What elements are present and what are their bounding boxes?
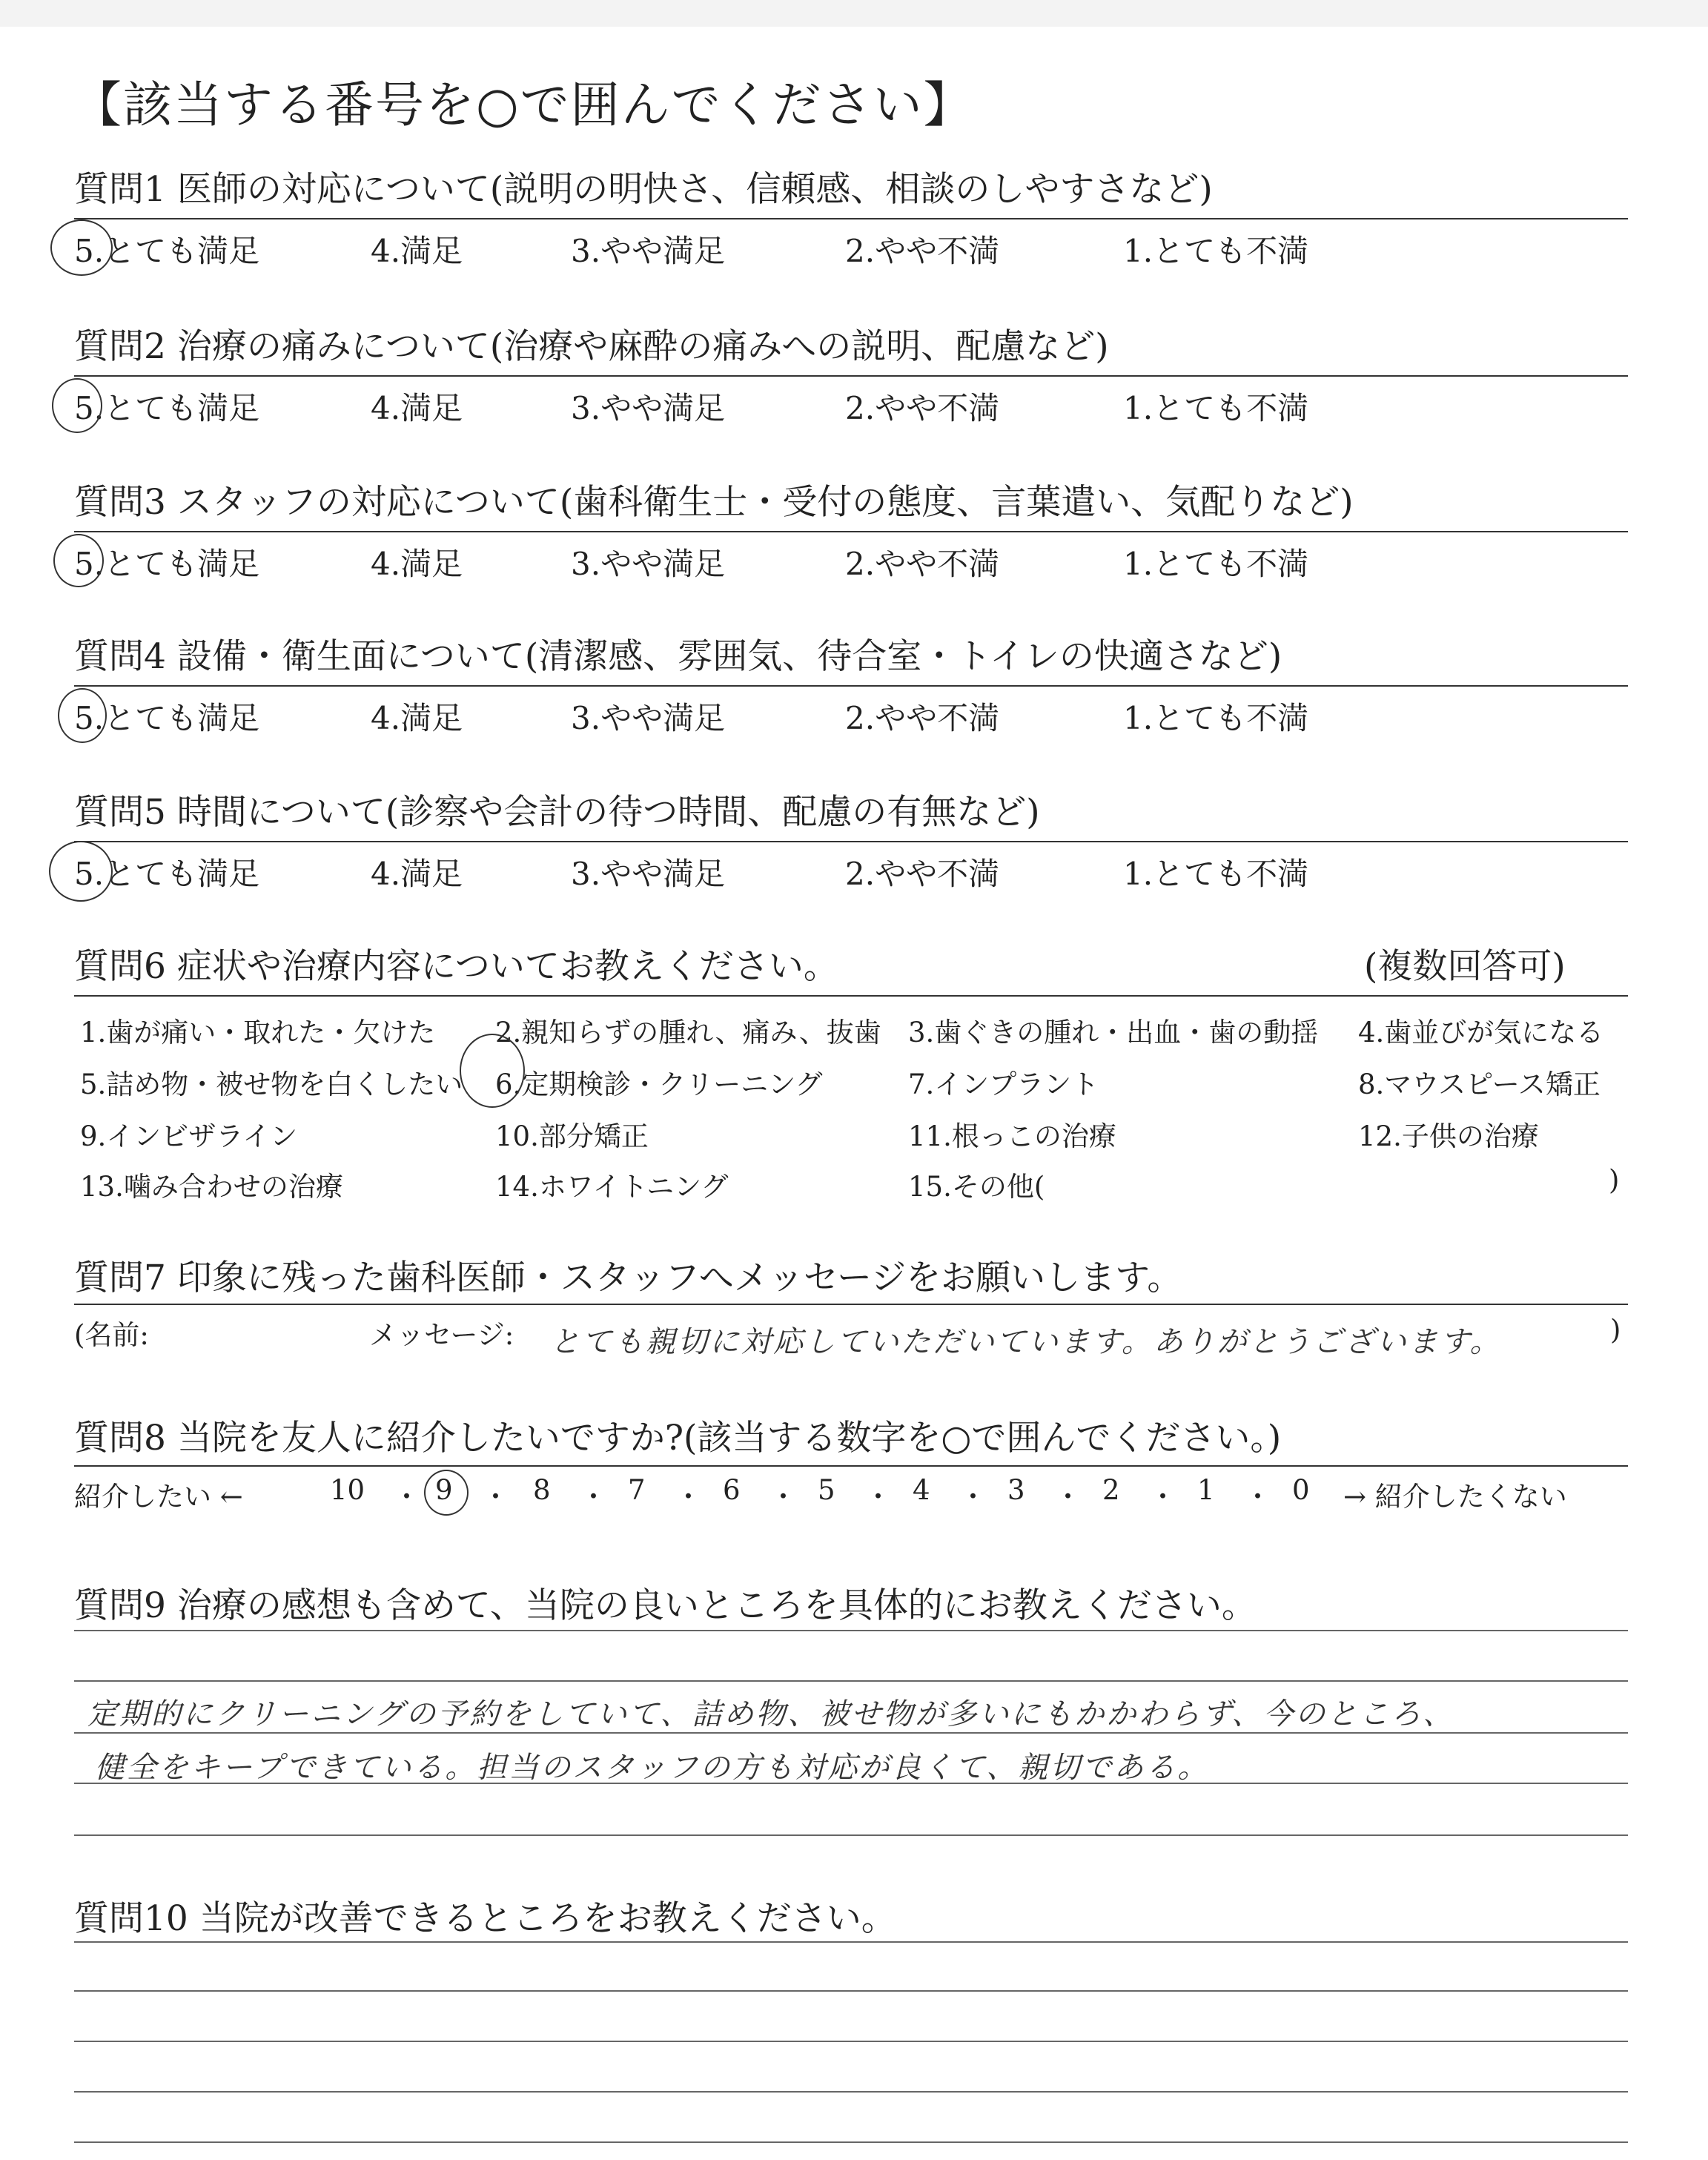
q6-option-9[interactable]: 9.インビザライン [80, 1120, 298, 1152]
question-1-rule [74, 218, 1628, 219]
q4-option-3[interactable]: 3.やや満足 [571, 700, 726, 736]
question-6-rule [74, 995, 1628, 997]
q6-option-13[interactable]: 13.噛み合わせの治療 [80, 1171, 343, 1203]
q2-answer-circle [52, 378, 102, 433]
q7-message-handwritten: とても親切に対応していただいています。ありがとうございます。 [550, 1325, 1502, 1359]
q2-option-4[interactable]: 4.満足 [371, 390, 463, 426]
question-4-rule [74, 685, 1628, 687]
q6-option-15-close: ) [1609, 1164, 1620, 1196]
question-4-title: 質問4 設備・衛生面について(清潔感、雰囲気、待合室・トイレの快適さなど) [74, 636, 1282, 677]
q6-option-3[interactable]: 3.歯ぐきの腫れ・出血・歯の動揺 [908, 1017, 1319, 1048]
q4-answer-circle [58, 688, 107, 743]
question-5-rule [74, 841, 1628, 842]
q7-name-label: (名前: [74, 1319, 149, 1351]
q3-option-4[interactable]: 4.満足 [371, 546, 463, 582]
q8-scale-2[interactable]: 2 [1102, 1474, 1120, 1506]
q8-dot: ・ [1244, 1481, 1271, 1513]
q3-option-5[interactable]: 5.とても満足 [74, 546, 260, 582]
q6-option-7[interactable]: 7.インプラント [908, 1069, 1099, 1100]
q1-option-4[interactable]: 4.満足 [371, 233, 463, 269]
q8-scale-1[interactable]: 1 [1197, 1474, 1215, 1506]
q8-scale-10[interactable]: 10 [330, 1474, 365, 1506]
q2-option-2[interactable]: 2.やや不満 [845, 390, 1000, 426]
question-7-rule [74, 1304, 1628, 1305]
q5-option-4[interactable]: 4.満足 [371, 856, 463, 892]
q7-close-paren: ) [1610, 1314, 1621, 1346]
q9-line-2 [74, 1680, 1628, 1682]
q9-line-5 [74, 1834, 1628, 1836]
q3-option-1[interactable]: 1.とても不満 [1123, 546, 1309, 582]
question-5-title: 質問5 時間について(診察や会計の待つ時間、配慮の有無など) [74, 792, 1040, 833]
question-8-rule [74, 1465, 1628, 1467]
q6-option-5[interactable]: 5.詰め物・被せ物を白くしたい [80, 1069, 463, 1100]
q8-dot: ・ [580, 1481, 607, 1513]
question-7-title: 質問7 印象に残った歯科医師・スタッフへメッセージをお願いします。 [74, 1258, 1182, 1298]
q8-scale-7[interactable]: 7 [628, 1474, 646, 1506]
q5-answer-circle [49, 841, 113, 902]
q5-option-3[interactable]: 3.やや満足 [571, 856, 726, 892]
question-6-title: 質問6 症状や治療内容についてお教えください。 [74, 946, 838, 987]
q3-option-2[interactable]: 2.やや不満 [845, 546, 1000, 582]
page-title: 【該当する番号を○で囲んでください】 [73, 76, 974, 133]
q6-option-1[interactable]: 1.歯が痛い・取れた・欠けた [80, 1017, 436, 1048]
q8-dot: ・ [1149, 1481, 1176, 1513]
q4-option-1[interactable]: 1.とても不満 [1123, 700, 1309, 736]
q6-option-4[interactable]: 4.歯並びが気になる [1358, 1017, 1604, 1048]
q6-answer-circle [460, 1034, 525, 1108]
question-3-title: 質問3 スタッフの対応について(歯科衛生士・受付の態度、言葉遣い、気配りなど) [74, 482, 1354, 523]
q1-option-2[interactable]: 2.やや不満 [845, 233, 1000, 269]
q1-option-1[interactable]: 1.とても不満 [1123, 233, 1309, 269]
q8-left-label: 紹介したい ← [74, 1481, 243, 1513]
q6-option-15[interactable]: 15.その他( [908, 1171, 1045, 1203]
q8-dot: ・ [864, 1481, 892, 1513]
q3-answer-circle [53, 534, 104, 587]
top-margin-bar [0, 0, 1708, 27]
question-9-title: 質問9 治療の感想も含めて、当院の良いところを具体的にお教えください。 [74, 1585, 1257, 1626]
question-2-title: 質問2 治療の痛みについて(治療や麻酔の痛みへの説明、配慮など) [74, 326, 1109, 367]
q8-dot: ・ [482, 1481, 509, 1513]
q8-scale-0[interactable]: 0 [1292, 1474, 1310, 1506]
question-2-rule [74, 375, 1628, 377]
q8-dot: ・ [675, 1481, 702, 1513]
q6-option-6[interactable]: 6.定期検診・クリーニング [495, 1069, 823, 1100]
q6-option-2[interactable]: 2.親知らずの腫れ、痛み、抜歯 [495, 1017, 881, 1048]
q10-line-5 [74, 2141, 1628, 2143]
q10-line-3 [74, 2041, 1628, 2042]
q8-scale-3[interactable]: 3 [1007, 1474, 1025, 1506]
q1-option-5[interactable]: 5.とても満足 [74, 233, 260, 269]
q4-option-2[interactable]: 2.やや不満 [845, 700, 1000, 736]
question-1-title: 質問1 医師の対応について(説明の明快さ、信頼感、相談のしやすさなど) [74, 169, 1213, 210]
q5-option-5[interactable]: 5.とても満足 [74, 856, 260, 892]
q4-option-4[interactable]: 4.満足 [371, 700, 463, 736]
q7-message-label: メッセージ: [369, 1319, 514, 1351]
q8-scale-8[interactable]: 8 [533, 1474, 551, 1506]
q6-option-10[interactable]: 10.部分矯正 [495, 1120, 649, 1152]
question-6-note: (複数回答可) [1364, 946, 1566, 987]
q6-option-14[interactable]: 14.ホワイトニング [495, 1171, 729, 1203]
q5-option-2[interactable]: 2.やや不満 [845, 856, 1000, 892]
q8-scale-9[interactable]: 9 [435, 1474, 453, 1506]
q1-option-3[interactable]: 3.やや満足 [571, 233, 726, 269]
q2-option-3[interactable]: 3.やや満足 [571, 390, 726, 426]
question-10-title: 質問10 当院が改善できるところをお教えください。 [74, 1898, 896, 1939]
q8-dot: ・ [959, 1481, 987, 1513]
q1-answer-circle [50, 219, 113, 276]
q2-option-5[interactable]: 5.とても満足 [74, 390, 260, 426]
q8-scale-4[interactable]: 4 [913, 1474, 930, 1506]
q3-option-3[interactable]: 3.やや満足 [571, 546, 726, 582]
q10-line-2 [74, 1990, 1628, 1992]
question-3-rule [74, 531, 1628, 532]
q6-option-8[interactable]: 8.マウスピース矯正 [1358, 1069, 1601, 1100]
q6-option-11[interactable]: 11.根っこの治療 [908, 1120, 1116, 1152]
q8-dot: ・ [769, 1481, 797, 1513]
q8-scale-6[interactable]: 6 [723, 1474, 741, 1506]
q2-option-1[interactable]: 1.とても不満 [1123, 390, 1309, 426]
question-8-title: 質問8 当院を友人に紹介したいですか?(該当する数字を○で囲んでください。) [74, 1418, 1282, 1459]
q10-line-1 [74, 1941, 1628, 1943]
q8-dot: ・ [1054, 1481, 1082, 1513]
q9-line-1 [74, 1630, 1628, 1631]
q8-answer-circle [424, 1470, 469, 1516]
q8-scale-5[interactable]: 5 [818, 1474, 835, 1506]
q8-right-label: → 紹介したくない [1343, 1481, 1567, 1513]
q10-line-4 [74, 2091, 1628, 2093]
q9-answer-line-2: 健全をキープできている。担当のスタッフの方も対応が良くて、親切である。 [95, 1751, 1210, 1785]
q8-dot: ・ [393, 1481, 420, 1513]
q5-option-1[interactable]: 1.とても不満 [1123, 856, 1309, 892]
q9-answer-line-1: 定期的にクリーニングの予約をしていて、詰め物、被せ物が多いにもかかわらず、今のところ、 [87, 1697, 1455, 1731]
q6-option-12[interactable]: 12.子供の治療 [1358, 1120, 1539, 1152]
q4-option-5[interactable]: 5.とても満足 [74, 700, 260, 736]
